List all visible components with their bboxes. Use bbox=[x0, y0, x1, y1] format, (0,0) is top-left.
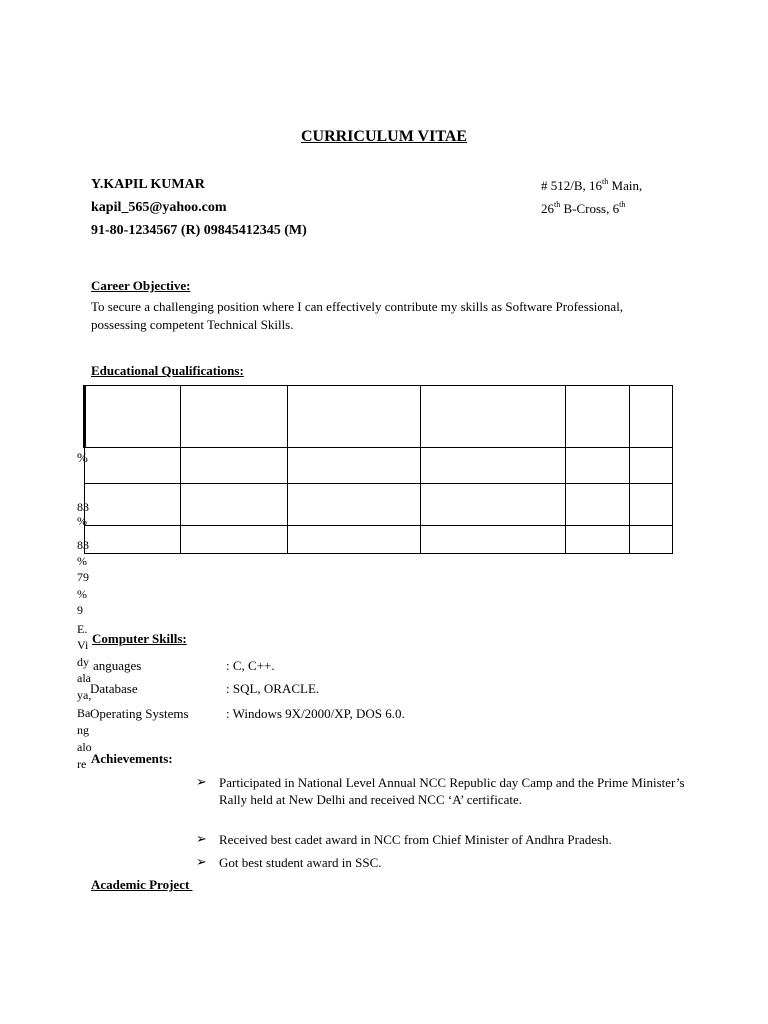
bullet-arrow-icon: ➢ bbox=[196, 854, 207, 869]
address-line-2-sup-2: th bbox=[619, 199, 626, 209]
overflow-fragment: alo bbox=[77, 740, 92, 754]
table-cell bbox=[181, 484, 288, 526]
career-objective-text: To secure a challenging position where I can effectively contribute my skills as Software Professional, possessing competent Technical Skills. bbox=[91, 299, 624, 332]
table-row bbox=[85, 484, 673, 526]
table-row bbox=[85, 386, 673, 448]
education-heading: Educational Qualifications: bbox=[91, 363, 244, 378]
table-cell bbox=[566, 448, 630, 484]
overflow-fragment: Ba bbox=[77, 706, 91, 720]
address-line-1-part-a: # 512/B, 16 bbox=[541, 178, 603, 193]
skill-label-database: Database bbox=[90, 681, 138, 696]
achievements-heading: Achievements: bbox=[91, 751, 173, 766]
address-line-2-part-b: B-Cross, 6 bbox=[560, 201, 620, 216]
overflow-fragment: dy bbox=[77, 655, 89, 669]
skill-value-database: : SQL, ORACLE. bbox=[226, 681, 320, 696]
education-table bbox=[83, 385, 673, 554]
overflow-fragment: % bbox=[77, 450, 88, 465]
table-cell bbox=[630, 484, 673, 526]
overflow-fragment: 83 bbox=[77, 500, 89, 514]
table-cell bbox=[85, 448, 181, 484]
table-cell bbox=[288, 526, 421, 554]
achievement-item: Participated in National Level Annual NCC Republic day Camp and the Prime Minister’s Rally held at New Delhi and received NCC ‘A’ certificate. bbox=[219, 775, 685, 807]
table-cell bbox=[630, 526, 673, 554]
address-line-1-sup: th bbox=[602, 176, 609, 186]
computer-skills-heading: Computer Skills: bbox=[92, 631, 187, 646]
address-line-1-part-b: Main, bbox=[608, 178, 643, 193]
skill-value-languages: : C, C++. bbox=[226, 658, 275, 673]
table-cell bbox=[85, 386, 181, 448]
overflow-fragment: ya, bbox=[77, 688, 92, 702]
skill-label-languages: anguages bbox=[93, 658, 142, 673]
table-cell bbox=[85, 484, 181, 526]
cv-title: CURRICULUM VITAE bbox=[300, 128, 468, 145]
candidate-phone: 91-80-1234567 (R) 09845412345 (M) bbox=[91, 223, 307, 238]
address-line-2 bbox=[541, 201, 625, 217]
table-cell bbox=[421, 448, 566, 484]
table-cell bbox=[566, 526, 630, 554]
overflow-fragment: % bbox=[77, 514, 87, 528]
table-cell bbox=[630, 448, 673, 484]
address-line-2-sup-1: th bbox=[554, 199, 561, 209]
table-cell bbox=[288, 484, 421, 526]
address-line-2-part-a: 26 bbox=[541, 201, 554, 216]
table-cell bbox=[421, 386, 566, 448]
table-cell bbox=[181, 386, 288, 448]
table-cell bbox=[630, 386, 673, 448]
academic-project-heading: Academic Project bbox=[91, 877, 193, 892]
address-line-1 bbox=[541, 178, 642, 194]
table-cell bbox=[566, 386, 630, 448]
table-row bbox=[85, 448, 673, 484]
table-cell bbox=[421, 484, 566, 526]
overflow-fragment: Vi bbox=[77, 638, 89, 652]
achievement-item: Received best cadet award in NCC from Chief Minister of Andhra Pradesh. bbox=[219, 832, 612, 847]
table-cell bbox=[288, 448, 421, 484]
table-cell bbox=[288, 386, 421, 448]
overflow-fragment: 79 bbox=[77, 570, 89, 584]
skill-value-os: : Windows 9X/2000/XP, DOS 6.0. bbox=[226, 706, 405, 721]
bullet-arrow-icon: ➢ bbox=[196, 831, 207, 846]
table-row bbox=[85, 526, 673, 554]
overflow-fragment: 83 bbox=[77, 538, 89, 552]
skill-label-os: Operating Systems bbox=[90, 706, 189, 721]
bullet-arrow-icon: ➢ bbox=[196, 774, 207, 789]
overflow-fragment: ng bbox=[77, 723, 89, 737]
overflow-fragment: re bbox=[77, 757, 87, 771]
table-cell bbox=[85, 526, 181, 554]
table-cell bbox=[566, 484, 630, 526]
career-objective-heading: Career Objective: bbox=[91, 278, 191, 293]
candidate-name: Y.KAPIL KUMAR bbox=[91, 177, 205, 192]
overflow-fragment: % bbox=[77, 554, 87, 568]
candidate-email: kapil_565@yahoo.com bbox=[91, 200, 227, 215]
overflow-fragment: ala bbox=[77, 671, 91, 685]
table-cell bbox=[181, 526, 288, 554]
overflow-fragment: E. bbox=[77, 622, 88, 636]
table-cell bbox=[421, 526, 566, 554]
achievement-item: Got best student award in SSC. bbox=[219, 855, 382, 870]
overflow-fragment: % bbox=[77, 587, 87, 601]
table-cell bbox=[181, 448, 288, 484]
overflow-fragment: 9 bbox=[77, 603, 83, 617]
